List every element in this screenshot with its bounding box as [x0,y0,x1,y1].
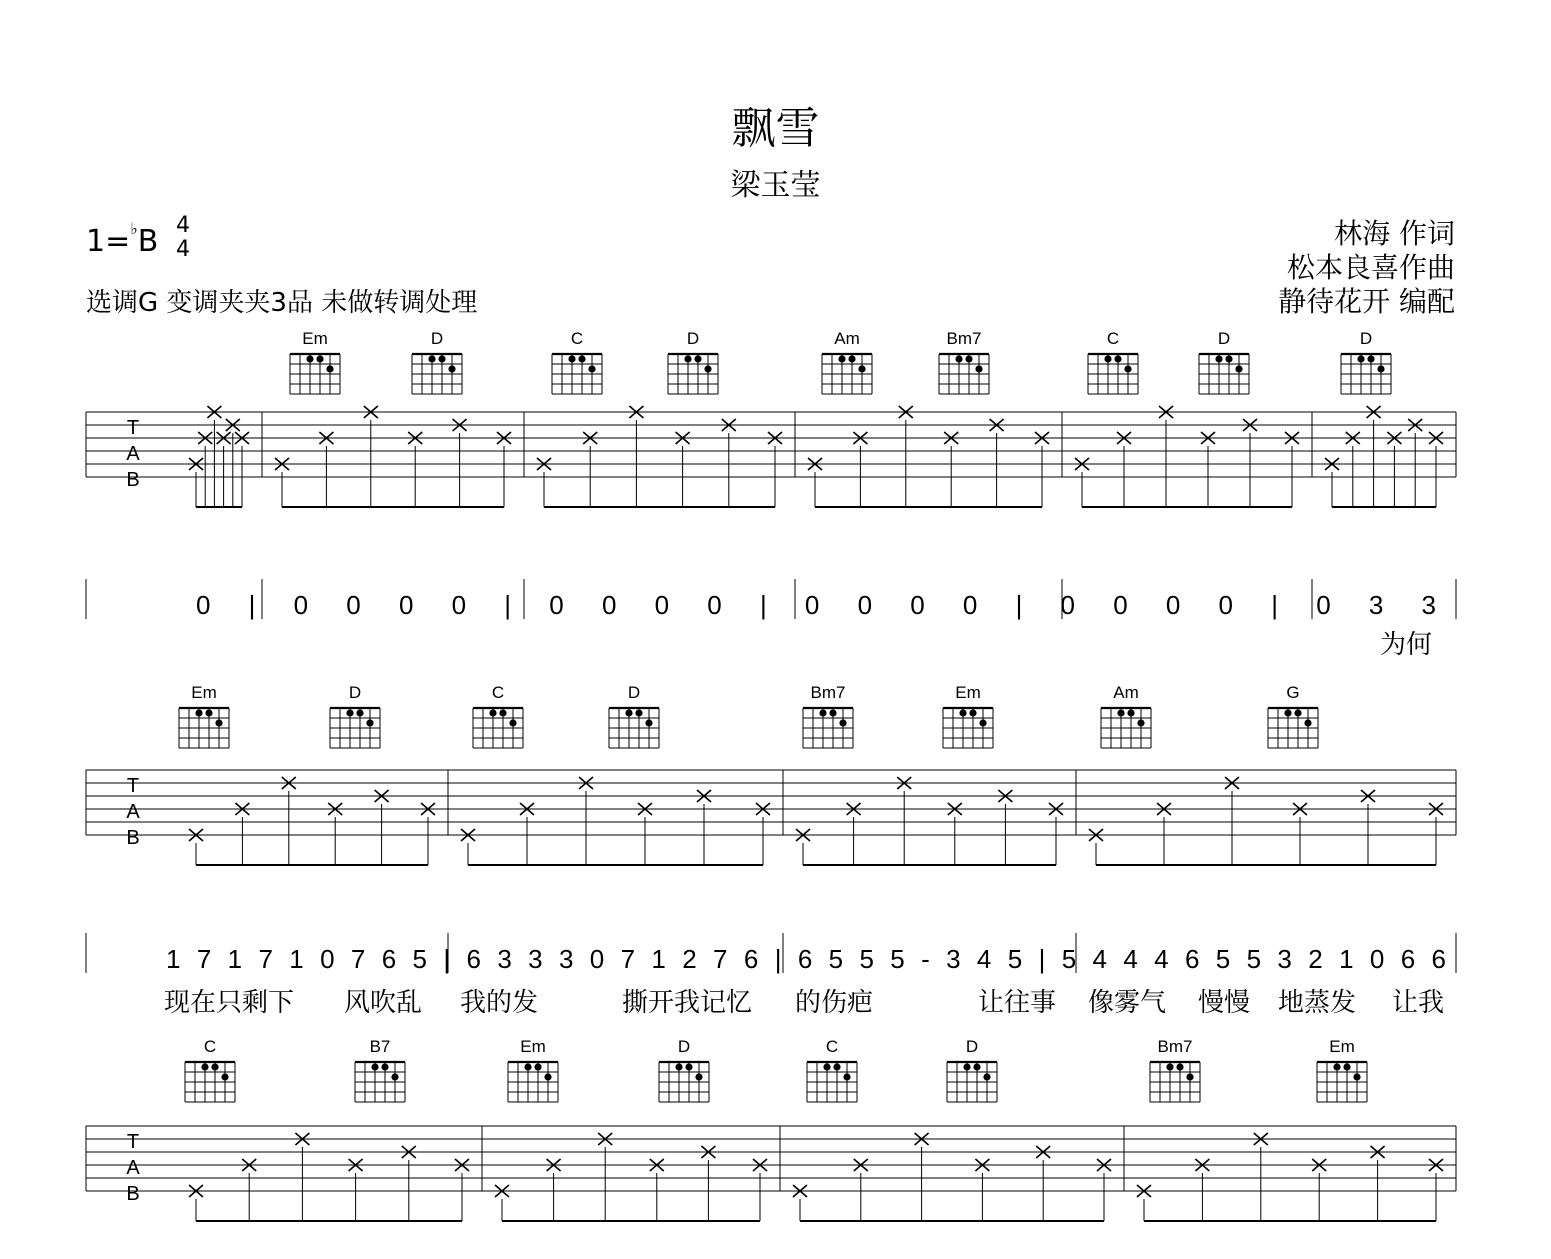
finger-dot [306,355,313,362]
chord-name: D [627,683,641,702]
tab-letter: A [126,1157,140,1179]
chord-name: D [348,683,362,702]
finger-dot [965,355,972,362]
chord-diagram-D [1199,329,1249,394]
lyric-s2-9: 让我 [1392,988,1445,1018]
finger-dot [509,719,516,726]
finger-dot [675,1063,682,1070]
chord-diagram-G [1268,683,1318,748]
chord-diagram-Am [1101,683,1151,748]
chord-name: D [677,1037,691,1056]
chord-name: Bm7 [946,329,982,348]
tab-letter: B [126,827,140,849]
chord-diagram-Em [290,329,340,394]
finger-dot [975,365,982,372]
finger-dot [963,1063,970,1070]
chord-diagram-B7 [355,1037,405,1102]
finger-dot [1124,365,1131,372]
chord-diagram-Em [508,1037,558,1102]
tab-letter: B [126,469,140,491]
finger-dot [979,719,986,726]
finger-dot [625,709,632,716]
finger-dot [823,1063,830,1070]
finger-dot [1357,355,1364,362]
tab-letter: A [126,801,140,823]
finger-dot [973,1063,980,1070]
finger-dot [1127,709,1134,716]
chord-diagram-D [668,329,718,394]
flat-symbol: ♭ [130,219,138,238]
finger-dot [1166,1063,1173,1070]
finger-dot [1294,709,1301,716]
composer-credit: 松本良喜作曲 [1286,251,1455,284]
chord-name: Bm7 [810,683,846,702]
lyric-s2-6: 像雾气 [1088,988,1167,1018]
tab-letter: T [126,1131,140,1153]
lyric-s2-4: 的伤疤 [795,988,874,1018]
time-signature-bottom: 4 [176,237,190,262]
chord-name: C [491,683,505,702]
finger-dot [356,709,363,716]
lyric-s2-8: 地蒸发 [1278,988,1357,1018]
chord-name: B7 [369,1037,391,1056]
tab-letter: A [126,443,140,465]
chord-diagram-Em [1317,1037,1367,1102]
finger-dot [346,709,353,716]
artist-name: 梁玉莹 [730,168,821,203]
finger-dot [381,1063,388,1070]
chord-diagram-D [659,1037,709,1102]
finger-dot [489,709,496,716]
time-signature-top: 4 [176,213,190,238]
finger-dot [819,709,826,716]
finger-dot [838,355,845,362]
finger-dot [704,365,711,372]
finger-dot [694,355,701,362]
finger-dot [1176,1063,1183,1070]
chord-diagram-C [1088,329,1138,394]
finger-dot [829,709,836,716]
finger-dot [983,1073,990,1080]
finger-dot [544,1073,551,1080]
finger-dot [366,719,373,726]
chord-diagram-C [185,1037,235,1102]
key-prefix: 1= [86,224,131,259]
chord-diagram-Em [179,683,229,748]
chord-diagram-C [552,329,602,394]
arranger-credit: 静待花开 编配 [1278,285,1455,318]
jianpu-melody: 0 | 0 0 0 0 | 0 0 0 0 | 0 0 0 0 | 0 0 0 0 | 0 3 3 [196,590,1436,620]
finger-dot [391,1073,398,1080]
finger-dot [843,1073,850,1080]
chord-name: G [1286,683,1300,702]
chord-diagram-Bm7 [939,329,989,394]
finger-dot [534,1063,541,1070]
lyric-s2-3: 撕开我记忆 [622,988,753,1018]
chord-name: C [1106,329,1120,348]
finger-dot [499,709,506,716]
finger-dot [1304,719,1311,726]
finger-dot [1117,709,1124,716]
chord-name: Am [1113,683,1139,702]
chord-diagram-Am [822,329,872,394]
chord-diagram-Bm7 [1150,1037,1200,1102]
finger-dot [1114,355,1121,362]
chord-name: D [965,1037,979,1056]
finger-dot [833,1063,840,1070]
finger-dot [448,365,455,372]
tab-letter: B [126,1183,140,1205]
lyric-s2-2: 我的发 [460,988,539,1018]
finger-dot [524,1063,531,1070]
finger-dot [371,1063,378,1070]
chord-name: Em [191,683,217,702]
finger-dot [858,365,865,372]
finger-dot [635,709,642,716]
chord-name: D [1359,329,1373,348]
chord-diagram-D [947,1037,997,1102]
chord-name: C [570,329,584,348]
lyric-s2-1: 风吹乱 [344,988,423,1018]
chord-diagram-Em [943,683,993,748]
finger-dot [316,355,323,362]
song-title: 飘雪 [731,103,820,154]
finger-dot [326,365,333,372]
finger-dot [959,709,966,716]
finger-dot [588,365,595,372]
finger-dot [201,1063,208,1070]
finger-dot [645,719,652,726]
tab-letter: T [126,775,140,797]
finger-dot [1284,709,1291,716]
finger-dot [1104,355,1111,362]
tab-letter: T [126,417,140,439]
finger-dot [1343,1063,1350,1070]
finger-dot [695,1073,702,1080]
chord-name: Em [955,683,981,702]
finger-dot [1225,355,1232,362]
finger-dot [195,709,202,716]
lyric-s2-5: 让往事 [978,988,1057,1018]
chord-name: Em [520,1037,546,1056]
lyric-s1-0: 为何 [1380,630,1433,660]
finger-dot [1367,355,1374,362]
finger-dot [211,1063,218,1070]
chord-diagram-D [330,683,380,748]
finger-dot [684,355,691,362]
capo-note: 选调G 变调夹夹3品 未做转调处理 [86,288,478,318]
finger-dot [685,1063,692,1070]
chord-diagram-D [1341,329,1391,394]
chord-diagram-D [609,683,659,748]
chord-name: D [430,329,444,348]
key-note: B [137,224,159,259]
lyricist-credit: 林海 作词 [1334,217,1455,250]
finger-dot [428,355,435,362]
chord-name: D [1217,329,1231,348]
finger-dot [215,719,222,726]
chord-name: D [686,329,700,348]
finger-dot [1333,1063,1340,1070]
finger-dot [205,709,212,716]
finger-dot [1137,719,1144,726]
chord-name: C [825,1037,839,1056]
finger-dot [955,355,962,362]
finger-dot [839,719,846,726]
chord-name: Em [302,329,328,348]
chord-diagram-D [412,329,462,394]
finger-dot [568,355,575,362]
finger-dot [221,1073,228,1080]
finger-dot [1377,365,1384,372]
chord-diagram-Bm7 [803,683,853,748]
chord-diagram-C [473,683,523,748]
lyric-s2-0: 现在只剩下 [164,988,295,1018]
finger-dot [848,355,855,362]
lyric-s2-7: 慢慢 [1198,988,1251,1018]
finger-dot [1353,1073,1360,1080]
chord-diagram-C [807,1037,857,1102]
finger-dot [578,355,585,362]
finger-dot [1235,365,1242,372]
chord-name: Am [834,329,860,348]
finger-dot [969,709,976,716]
jianpu-melody: 1 7 1 7 1 0 7 6 5 | 6 3 3 3 0 7 1 2 7 6 | 6 5 5 5 - 3 4 5 | 5 4 4 4 6 5 5 3 2 1 0 6 6 [166,944,1447,974]
chord-name: C [203,1037,217,1056]
finger-dot [1215,355,1222,362]
chord-name: Bm7 [1157,1037,1193,1056]
finger-dot [438,355,445,362]
finger-dot [1186,1073,1193,1080]
chord-name: Em [1329,1037,1355,1056]
